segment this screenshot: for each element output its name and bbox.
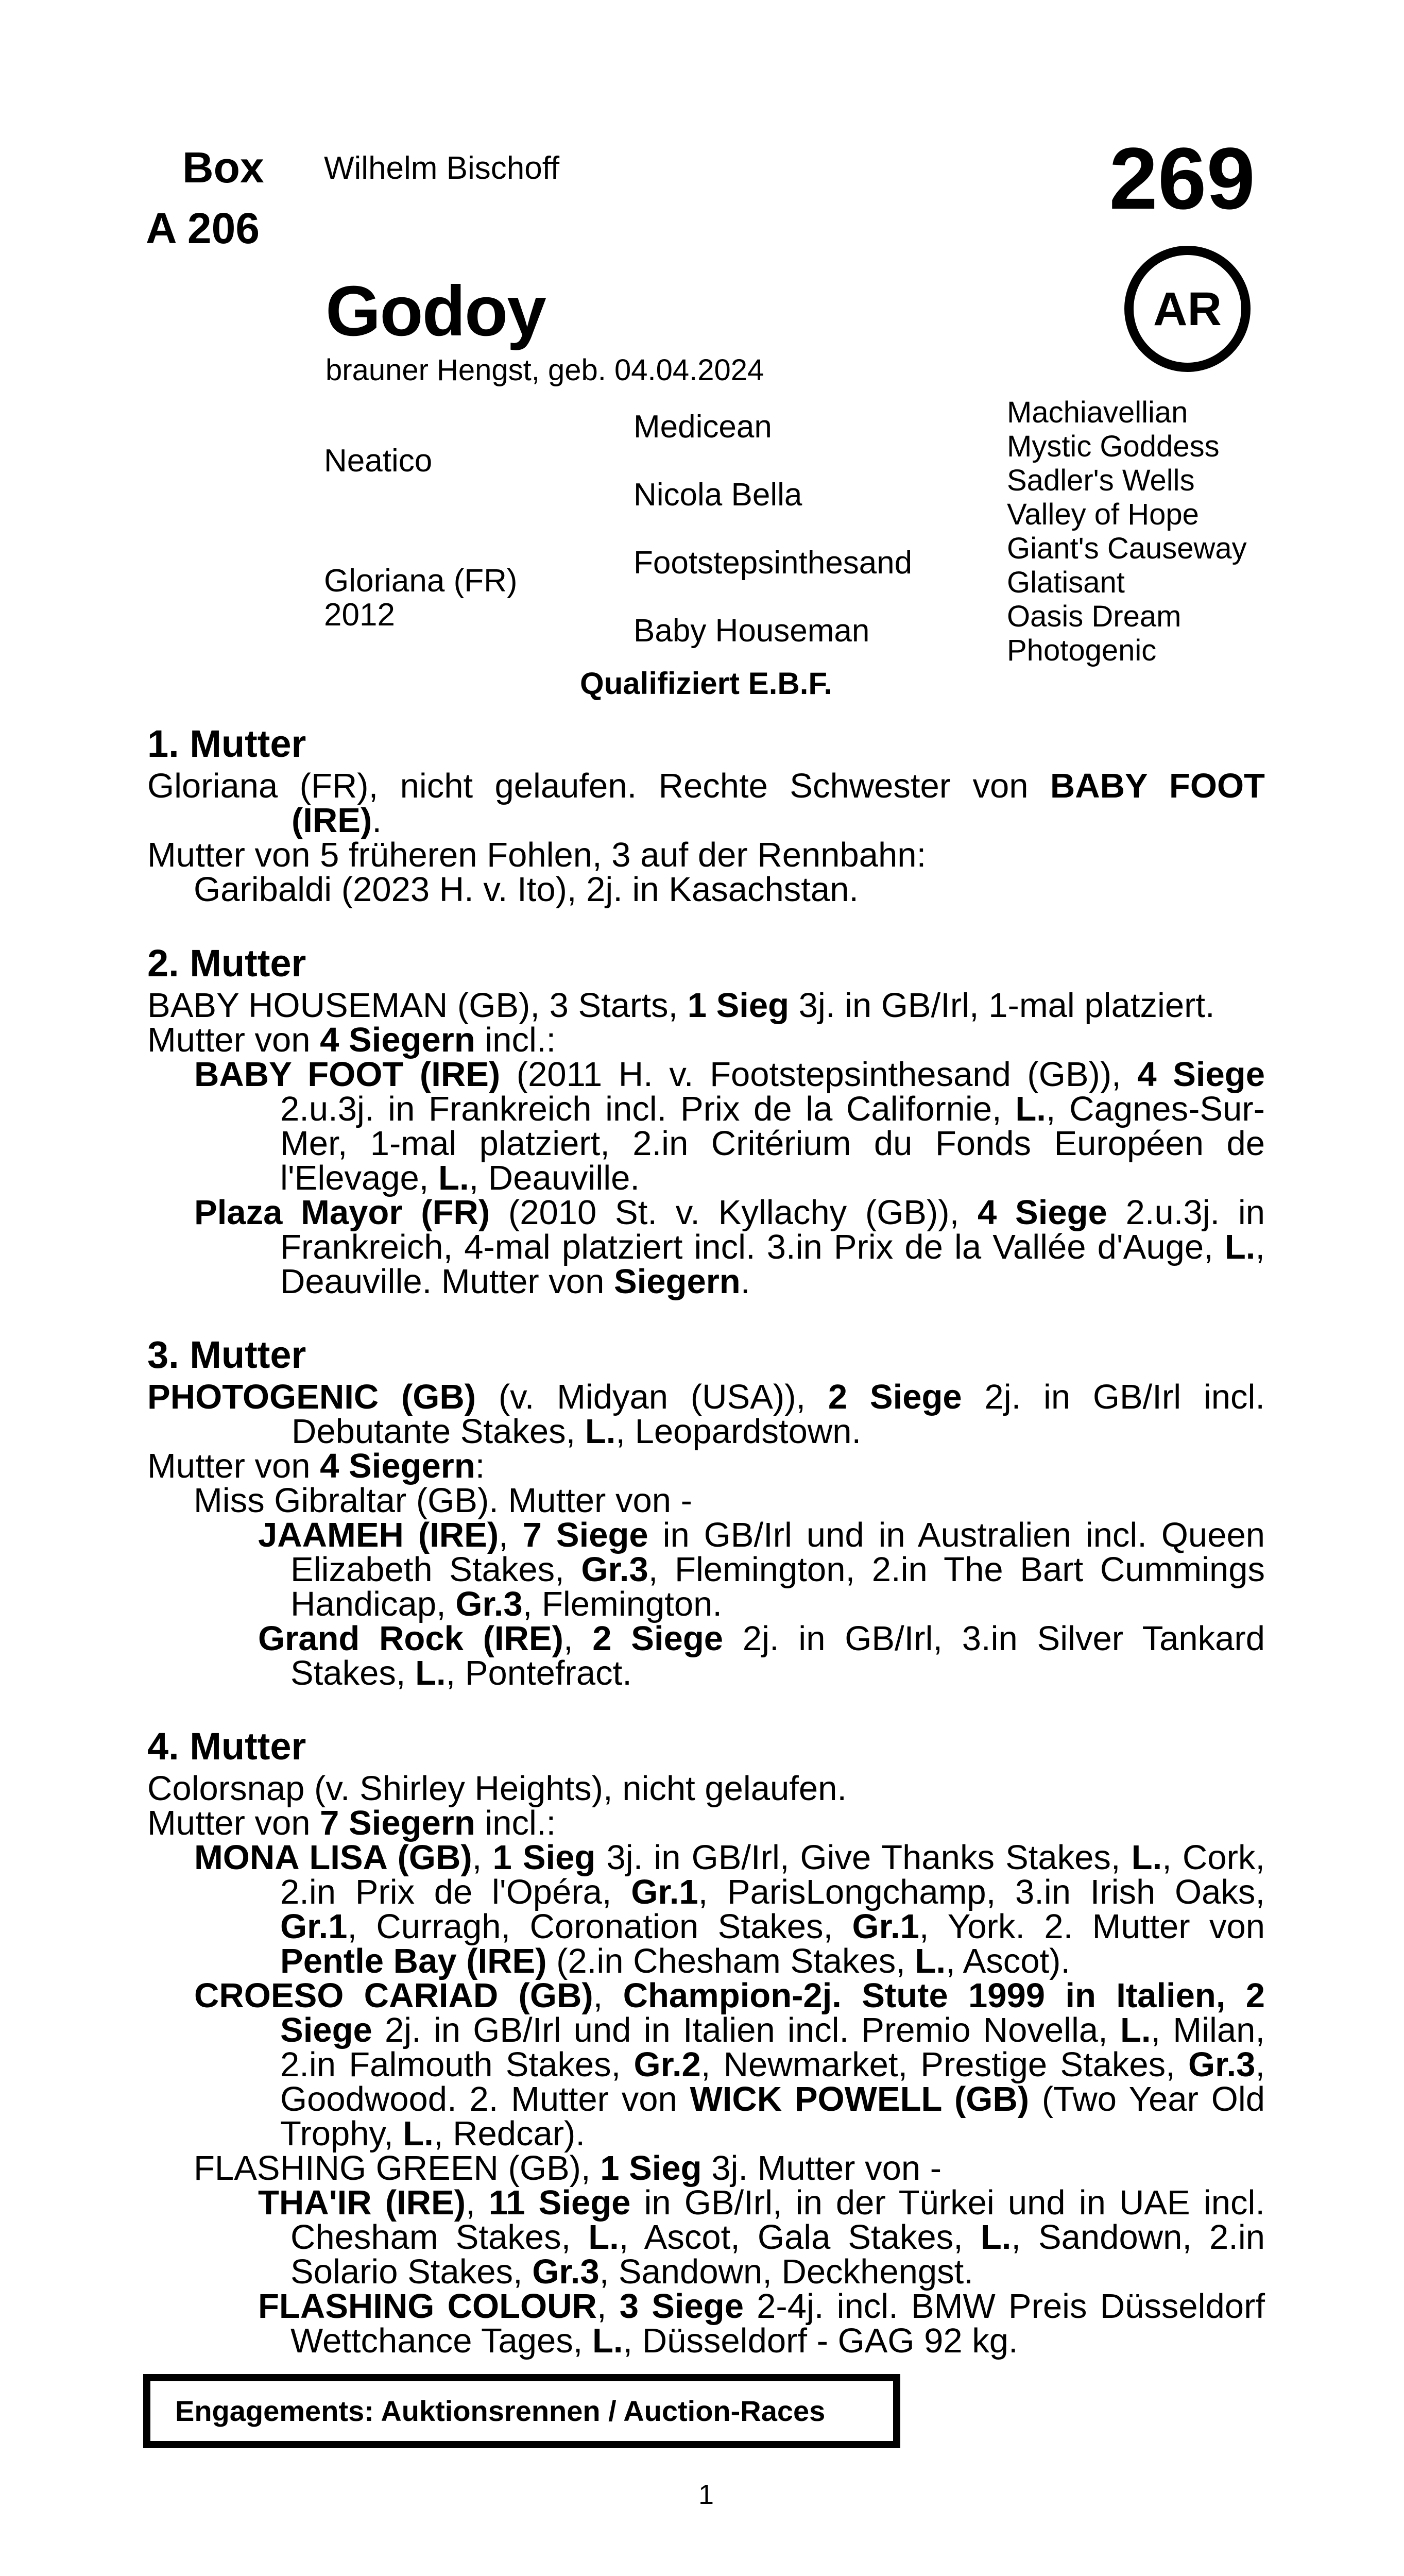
mutter-section-3 xyxy=(147,1334,1265,1690)
pedigree-sire-dam: Nicola Bella xyxy=(633,477,802,513)
pedigree-sire: Neatico xyxy=(324,443,433,479)
qualification-note: Qualifiziert E.B.F. xyxy=(579,666,833,701)
section-heading: 1. Mutter xyxy=(147,722,306,765)
pedigree-text-paragraph: Mutter von 7 Siegern incl.: xyxy=(147,1804,556,1842)
pedigree-text-paragraph: Gloriana (FR), nicht gelaufen. Rechte Schwester von BABY FOOT (IRE). xyxy=(147,767,1265,840)
pedigree-text-paragraph: Plaza Mayor (FR) (2010 St. v. Kyllachy (GB)), 4 Siege 2.u.3j. in Frankreich, 4-mal platziert incl. 3.in Prix de la Vallée d'Auge, L., Deauville. Mutter von Siegern. xyxy=(194,1193,1265,1301)
pedigree-sire-sire: Medicean xyxy=(633,409,772,445)
ar-badge xyxy=(1124,246,1251,372)
pedigree-dam-dam: Baby Houseman xyxy=(633,613,870,649)
pedigree-gen3-name: Oasis Dream xyxy=(1007,600,1182,633)
mutter-section-4 xyxy=(147,1726,1265,2358)
mutter-section-1 xyxy=(147,723,1265,907)
pedigree-text-paragraph: FLASHING GREEN (GB), 1 Sieg 3j. Mutter von - xyxy=(194,2149,942,2188)
ar-badge-text: AR xyxy=(1153,282,1222,335)
mutter-section-2 xyxy=(147,943,1265,1299)
pedigree-dam-year: 2012 xyxy=(324,597,395,633)
pedigree-text-paragraph: MONA LISA (GB), 1 Sieg 3j. in GB/Irl, Give Thanks Stakes, L., Cork, 2.in Prix de l'Opéra, Gr.1, ParisLongchamp, 3.in Irish Oaks, Gr.1, Curragh, Coronation Stakes, Gr.1, York. 2. Mutter von Pentle Bay (IRE) (2.in Chesham Stakes, L., Ascot). xyxy=(194,1838,1265,1980)
pedigree-text-paragraph: THA'IR (IRE), 11 Siege in GB/Irl, in der Türkei und in UAE incl. Chesham Stakes, L., Ascot, Gala Stakes, L., Sandown, 2.in Solario Stakes, Gr.3, Sandown, Deckhengst. xyxy=(258,2183,1265,2291)
box-number: A 206 xyxy=(146,204,260,252)
pedigree-text-paragraph: Mutter von 5 früheren Fohlen, 3 auf der Rennbahn: xyxy=(147,836,927,874)
pedigree-text-paragraph: Mutter von 4 Siegern incl.: xyxy=(147,1021,556,1059)
pedigree-gen3-name: Mystic Goddess xyxy=(1007,430,1220,463)
pedigree-text-paragraph: BABY FOOT (IRE) (2011 H. v. Footstepsinthesand (GB)), 4 Siege 2.u.3j. in Frankreich incl. Prix de la Californie, L., Cagnes-Sur-Mer, 1-mal platziert, 2.in Critérium du Fonds Européen de l'Elevage, L., Deauville. xyxy=(194,1055,1265,1197)
pedigree-gen3-name: Sadler's Wells xyxy=(1007,464,1195,497)
pedigree-gen3-name: Giant's Causeway xyxy=(1007,532,1247,565)
pedigree-text-paragraph: Garibaldi (2023 H. v. Ito), 2j. in Kasachstan. xyxy=(194,870,859,909)
horse-description: brauner Hengst, geb. 04.04.2024 xyxy=(326,353,764,387)
pedigree-text-paragraph: CROESO CARIAD (GB), Champion-2j. Stute 1999 in Italien, 2 Siege 2j. in GB/Irl und in Italien incl. Premio Novella, L., Milan, 2.in Falmouth Stakes, Gr.2, Newmarket, Prestige Stakes, Gr.3, Goodwood. 2. Mutter von WICK POWELL (GB) (Two Year Old Trophy, L., Redcar). xyxy=(194,1976,1265,2153)
pedigree-text-paragraph: BABY HOUSEMAN (GB), 3 Starts, 1 Sieg 3j. in GB/Irl, 1-mal platziert. xyxy=(147,986,1215,1025)
engagements-box xyxy=(143,2374,900,2448)
pedigree-gen3-name: Glatisant xyxy=(1007,566,1125,599)
pedigree-text-paragraph: Grand Rock (IRE), 2 Siege 2j. in GB/Irl, 3.in Silver Tankard Stakes, L., Pontefract. xyxy=(258,1619,1265,1692)
pedigree-text-paragraph: PHOTOGENIC (GB) (v. Midyan (USA)), 2 Siege 2j. in GB/Irl incl. Debutante Stakes, L., Leopardstown. xyxy=(147,1378,1265,1451)
pedigree-text-paragraph: JAAMEH (IRE), 7 Siege in GB/Irl und in Australien incl. Queen Elizabeth Stakes, Gr.3, Flemington, 2.in The Bart Cummings Handicap, Gr.3, Flemington. xyxy=(258,1516,1265,1623)
consignor-name: Wilhelm Bischoff xyxy=(324,150,560,186)
pedigree-gen3-name: Valley of Hope xyxy=(1007,498,1199,531)
horse-name: Godoy xyxy=(326,272,545,351)
pedigree-dam-sire: Footstepsinthesand xyxy=(633,545,913,581)
pedigree-dam xyxy=(324,564,518,632)
section-heading: 4. Mutter xyxy=(147,1725,306,1768)
pedigree-text-paragraph: FLASHING COLOUR, 3 Siege 2-4j. incl. BMW Preis Düsseldorf Wettchance Tages, L., Düsseldorf - GAG 92 kg. xyxy=(258,2287,1265,2360)
pedigree-text-paragraph: Miss Gibraltar (GB). Mutter von - xyxy=(194,1481,692,1520)
pedigree-gen3-name: Machiavellian xyxy=(1007,396,1188,429)
page-number: 1 xyxy=(698,2479,714,2510)
box-label: Box xyxy=(182,143,264,192)
pedigree-gen3-name: Photogenic xyxy=(1007,634,1157,667)
section-heading: 3. Mutter xyxy=(147,1333,306,1376)
pedigree-dam-name: Gloriana (FR) xyxy=(324,563,518,599)
lot-number: 269 xyxy=(1109,130,1255,228)
pedigree-gen3-column xyxy=(1007,396,1247,668)
pedigree-text-paragraph: Colorsnap (v. Shirley Heights), nicht gelaufen. xyxy=(147,1769,847,1808)
section-heading: 2. Mutter xyxy=(147,942,306,985)
pedigree-text-paragraph: Mutter von 4 Siegern: xyxy=(147,1447,485,1485)
engagements-label: Engagements: Auktionsrennen / Auction-Races xyxy=(175,2395,826,2427)
